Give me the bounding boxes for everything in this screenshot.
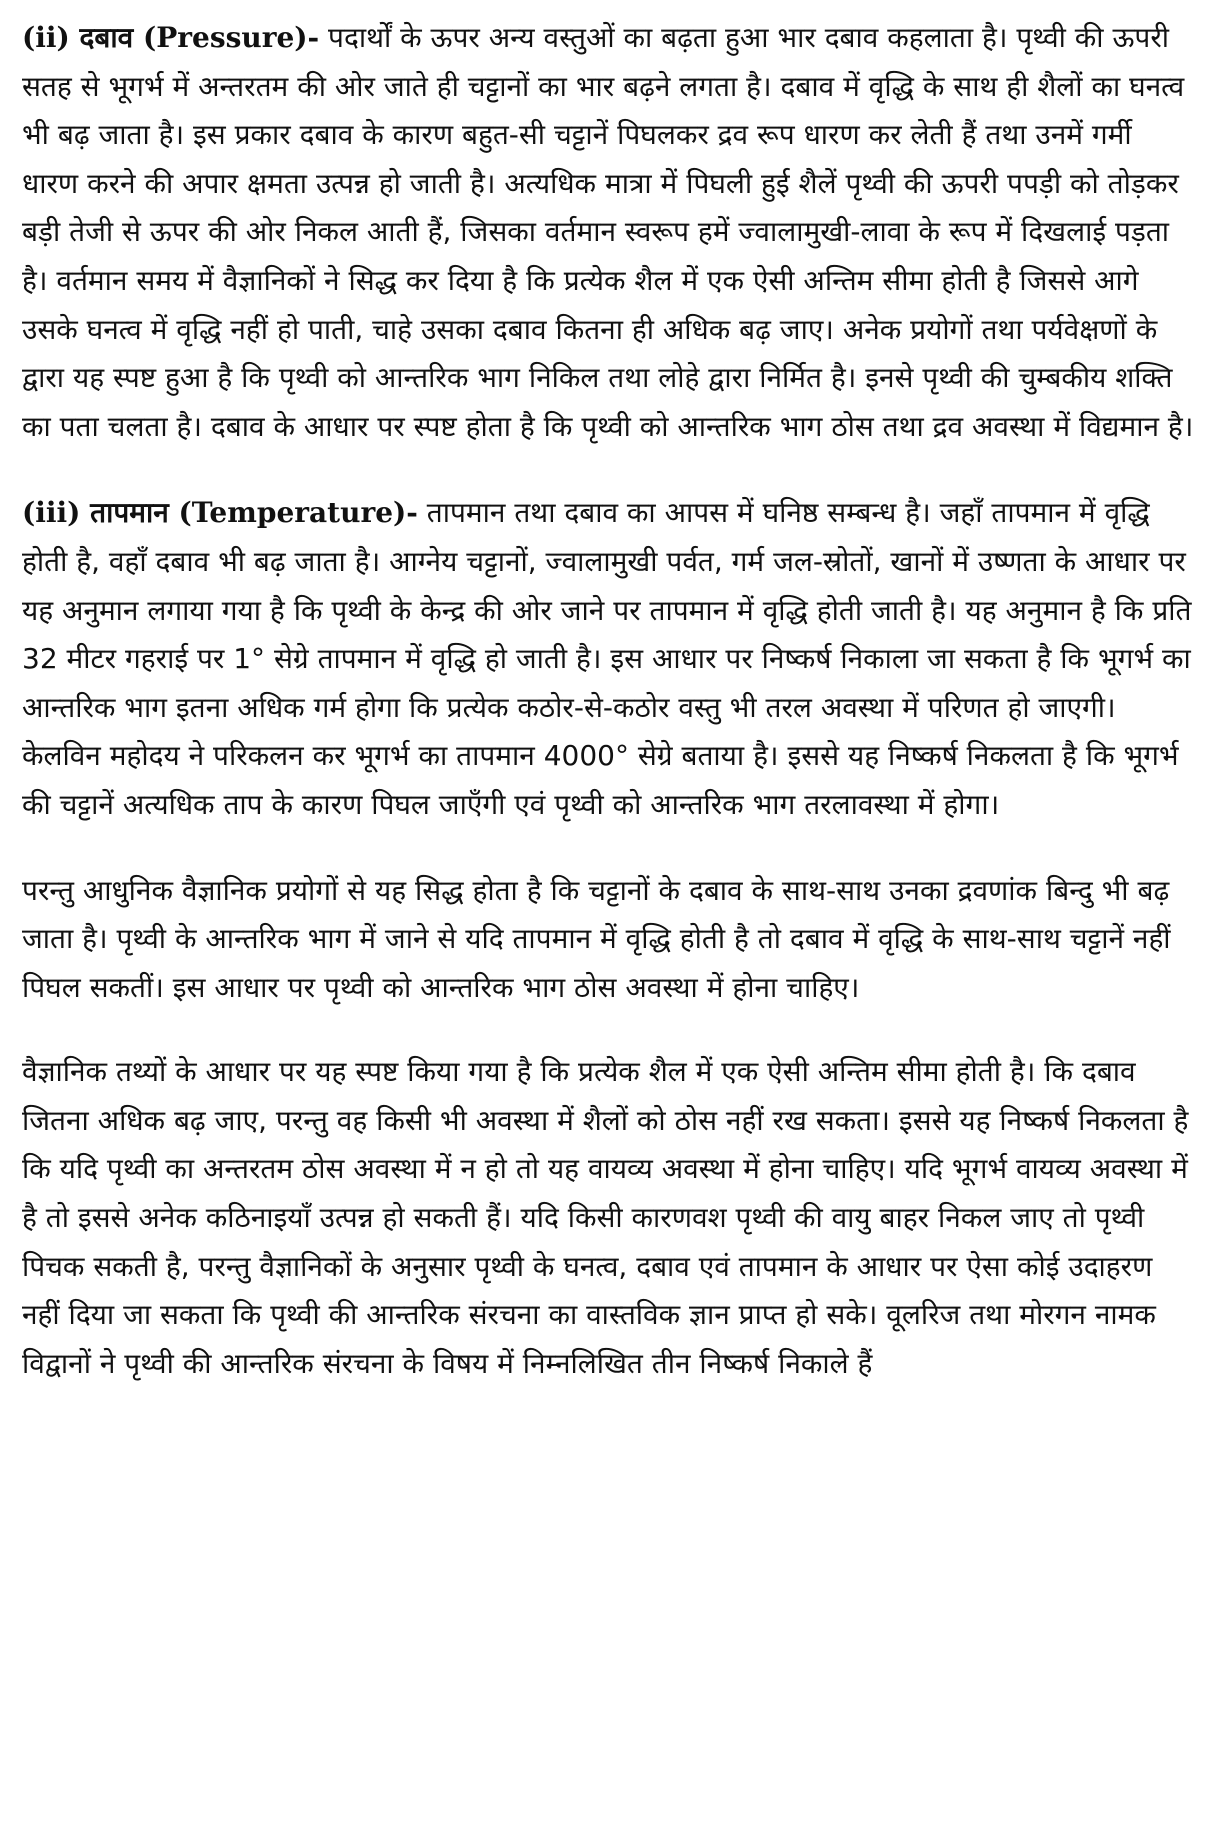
section-body-text: तापमान तथा दबाव का आपस में घनिष्ठ सम्बन्ध है। जहाँ तापमान में वृद्धि होती है, वहाँ दबाव भी बढ़ जाता है। आग्नेय चट्टानों, ज्वालामुखी पर्वत, गर्म जल-स्रोतों, खानों में उष्णता के आधार पर यह अनुमान लगाया गया है कि पृथ्वी के केन्द्र की ओर जाने पर तापमान में वृद्धि होती जाती है। यह अनुमान है कि प्रति 32 मीटर गहराई पर 1° सेग्रे तापमान में वृद्धि हो जाती है। इस आधार पर निष्कर्ष निकाला जा सकता है कि भूगर्भ का आन्तरिक भाग इतना अधिक गर्म होगा कि प्रत्येक कठोर-से-कठोर वस्तु भी तरल अवस्था में परिणत हो जाएगी। केलविन महोदय ने परिकलन कर भूगर्भ का तापमान 4000° सेग्रे बताया है। इससे यह निष्कर्ष निकलता है कि भूगर्भ की चट्टानें अत्यधिक ताप के कारण पिघल जाएँगी एवं पृथ्वी को आन्तरिक भाग तरलावस्था में होगा। (22, 496, 1192, 821)
paragraph-melting-point: परन्तु आधुनिक वैज्ञानिक प्रयोगों से यह सिद्ध होता है कि चट्टानों के दबाव के साथ-साथ उनका द्रवणांक बिन्दु भी बढ़ जाता है। पृथ्वी के आन्तरिक भाग में जाने से यदि तापमान में वृद्धि होती है तो दबाव में वृद्धि के साथ-साथ चट्टानें नहीं पिघल सकतीं। इस आधार पर पृथ्वी को आन्तरिक भाग ठोस अवस्था में होना चाहिए। (22, 873, 1171, 1004)
heading-hindi-term: तापमान (90, 496, 169, 530)
paragraph-scientific-facts: वैज्ञानिक तथ्यों के आधार पर यह स्पष्ट किया गया है कि प्रत्येक शैल में एक ऐसी अन्तिम सीमा होती है। कि दबाव जितना अधिक बढ़ जाए, परन्तु वह किसी भी अवस्था में शैलों को ठोस नहीं रख सकता। इससे यह निष्कर्ष निकलता है कि यदि पृथ्वी का अन्तरतम ठोस अवस्था में न हो तो यह वायव्य अवस्था में होना चाहिए। यदि भूगर्भ वायव्य अवस्था में है तो इससे अनेक कठिनाइयाँ उत्पन्न हो सकती हैं। यदि किसी कारणवश पृथ्वी की वायु बाहर निकल जाए तो पृथ्वी पिचक सकती है, परन्तु वैज्ञानिकों के अनुसार पृथ्वी के घनत्व, दबाव एवं तापमान के आधार पर ऐसा कोई उदाहरण नहीं दिया जा सकता कि पृथ्वी की आन्तरिक संरचना का वास्तविक ज्ञान प्राप्त हो सके। वूलरिज तथा मोरगन नामक विद्वानों ने पृथ्वी की आन्तरिक संरचना के विषय में निम्नलिखित तीन निष्कर्ष निकाले हैं (22, 1055, 1189, 1380)
heading-number: (iii) (22, 496, 91, 530)
section-temperature (22, 489, 1195, 829)
section-heading-temperature (22, 496, 418, 529)
heading-english-term: (Temperature)- (168, 496, 418, 530)
section-pressure (22, 14, 1195, 451)
heading-english-term: (Pressure)- (133, 21, 320, 54)
section-body-text: पदार्थों के ऊपर अन्य वस्तुओं का बढ़ता हुआ भार दबाव कहलाता है। पृथ्वी की ऊपरी सतह से भूगर्भ में अन्तरतम की ओर जाते ही चट्टानों का भार बढ़ने लगता है। दबाव में वृद्धि के साथ ही शैलों का घनत्व भी बढ़ जाता है। इस प्रकार दबाव के कारण बहुत-सी चट्टानें पिघलकर द्रव रूप धारण कर लेती हैं तथा उनमें गर्मी धारण करने की अपार क्षमता उत्पन्न हो जाती है। अत्यधिक मात्रा में पिघली हुई शैलें पृथ्वी की ऊपरी पपड़ी को तोड़कर बड़ी तेजी से ऊपर की ओर निकल आती हैं, जिसका वर्तमान स्वरूप हमें ज्वालामुखी-लावा के रूप में दिखलाई पड़ता है। वर्तमान समय में वैज्ञानिकों ने सिद्ध कर दिया है कि प्रत्येक शैल में एक ऐसी अन्तिम सीमा होती है जिससे आगे उसके घनत्व में वृद्धि नहीं हो पाती, चाहे उसका दबाव कितना ही अधिक बढ़ जाए। अनेक प्रयोगों तथा पर्यवेक्षणों के द्वारा यह स्पष्ट हुआ है कि पृथ्वी को आन्तरिक भाग निकिल तथा लोहे द्वारा निर्मित है। इनसे पृथ्वी की चुम्बकीय शक्ति का पता चलता है। दबाव के आधार पर स्पष्ट होता है कि पृथ्वी को आन्तरिक भाग ठोस तथा द्रव अवस्था में विद्यमान है। (22, 21, 1194, 443)
heading-hindi-term: दबाव (79, 21, 134, 54)
heading-number: (ii) (22, 21, 80, 54)
section-heading-pressure (22, 21, 319, 54)
